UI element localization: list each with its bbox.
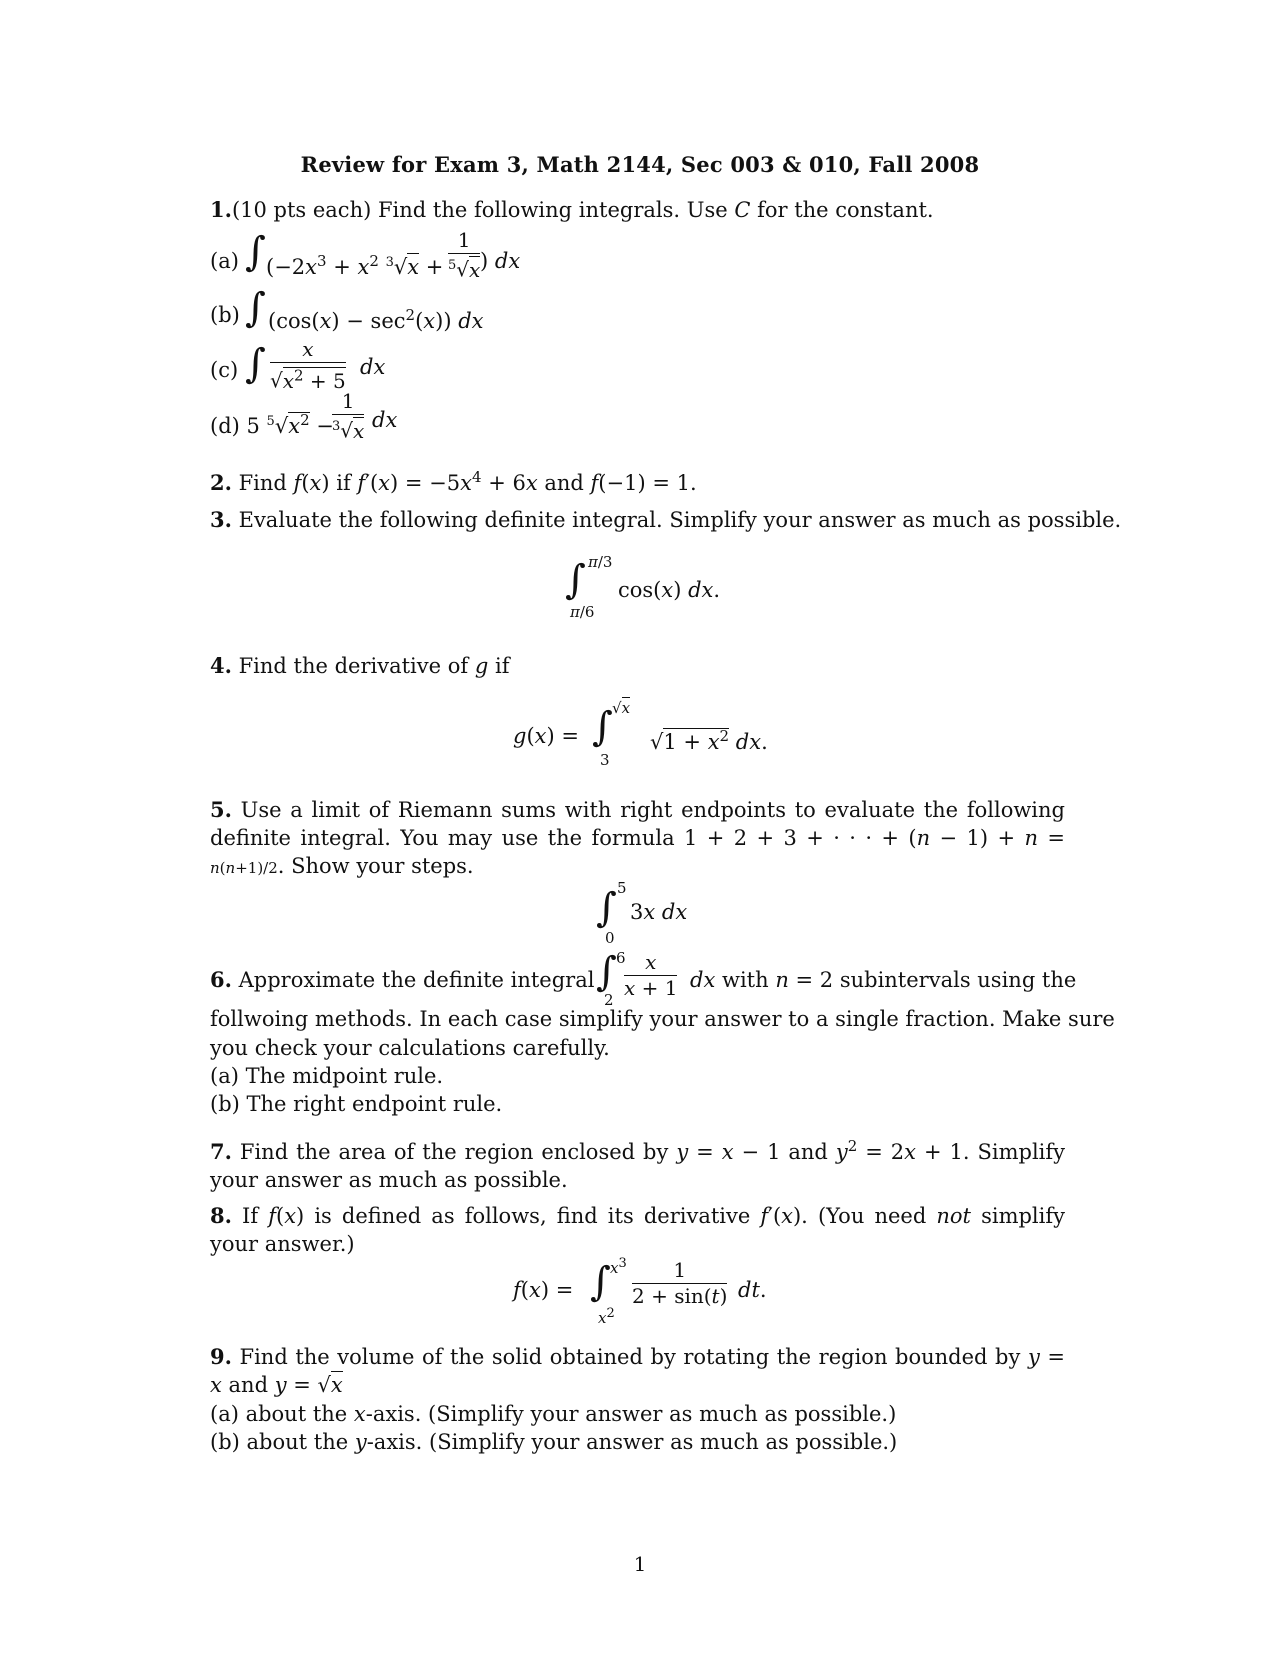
question-1: 1.(10 pts each) Find the following integrals. Use C for the constant.	[210, 197, 934, 222]
question-4: 4. Find the derivative of g if	[210, 653, 510, 678]
question-8: 8. If f(x) is defined as follows, find its derivative f′(x). (You need not simplify your answer.)	[210, 1203, 1066, 1256]
question-3: 3. Evaluate the following definite integral. Simplify your answer as much as possible.	[210, 507, 1122, 532]
question-9b: (b) about the y-axis. (Simplify your answer as much as possible.)	[210, 1430, 898, 1454]
question-6a: (a) The midpoint rule.	[210, 1064, 444, 1088]
question-7: 7. Find the area of the region enclosed by y = x − 1 and $y^2 = 2x + 1$. Simplify your answer as much as possible.	[210, 1137, 1066, 1192]
question-5: 5. Use a limit of Riemann sums with right endpoints to evaluate the following definite integral. You may use the formula 1 + 2 + 3 + · · · + (n − 1) + n = n(n+1)/2. Show your steps.	[210, 797, 1065, 878]
question-9: 9. Find the volume of the solid obtained by rotating the region bounded by y = x and y = √x	[210, 1344, 1065, 1397]
page-number: 1	[633, 1552, 647, 1576]
exam-review-page: Review for Exam 3, Math 2144, Sec 003 & 010, Fall 2008 1.(10 pts each) Find the following integrals. Use C for the constant. (a) ∫ ($-2x^3 + x^2$ $^3$√x + $\frac{1}{^5√x}$ ) dx (b) ∫ $(\cos(x) - \sec^2(x))$ dx (c) ∫ $\frac{x}{√x^2 + 5}$ dx (d) 5 $^5√x^2$ − $\frac{1}{^3√x}$ dx 2. Find f(x) if $f'(x) = -5x^4 + 6x$ and f(−1) = 1. 3. Evaluate the following definite integral. Simplify your answer as much as possible. ∫ π/3 π/6 cos(x) dx. 4. Find the derivative of g if g(x) = ∫ √x 3 $√1 + x^2$ dx. 5. Use a limit of Riemann sums with right endpoints to evaluate the following definite integral. You may use the formula 1 + 2 + 3 + · · · + (n − 1) + n = n(n+1)/2. Show your steps. ∫ 5 0 3x dx 6. Approximate the definite integral ∫ 6 2 $\frac{x}{x + 1}$ dx with n = 2 subintervals using the follwoing methods. In each case simplify your answer to a single fraction. Make sure you check your calculations carefully. (a) The midpoint rule. (b) The right endpoint rule. 7. Find the area of the region enclosed by y = x − 1 and $y^2 = 2x + 1$. Simplify your answer as much as possible. 8. If f(x) is defined as follows, find its derivative f′(x). (You need not simplify your answer.) f(x) = ∫ $x^3$ $x^2$ $\frac{1}{2 + \sin(t)}$ dt. 9. Find the volume of the solid obtained by rotating the region bounded by y = x and y = √x (a) about the x-axis. (Simplify your answer as much as possible.) (b) about the y-axis. (Simplify your answer as much as possible.) 1	[0, 0, 1280, 1656]
question-2: 2. Find f(x) if $f'(x) = -5x^4 + 6x$ and f(−1) = 1.	[210, 468, 697, 495]
question-9a: (a) about the x-axis. (Simplify your answer as much as possible.)	[210, 1402, 897, 1426]
question-1-number: 1.	[210, 197, 232, 222]
question-6b: (b) The right endpoint rule.	[210, 1092, 503, 1116]
page-title: Review for Exam 3, Math 2144, Sec 003 & 010, Fall 2008	[300, 152, 980, 177]
